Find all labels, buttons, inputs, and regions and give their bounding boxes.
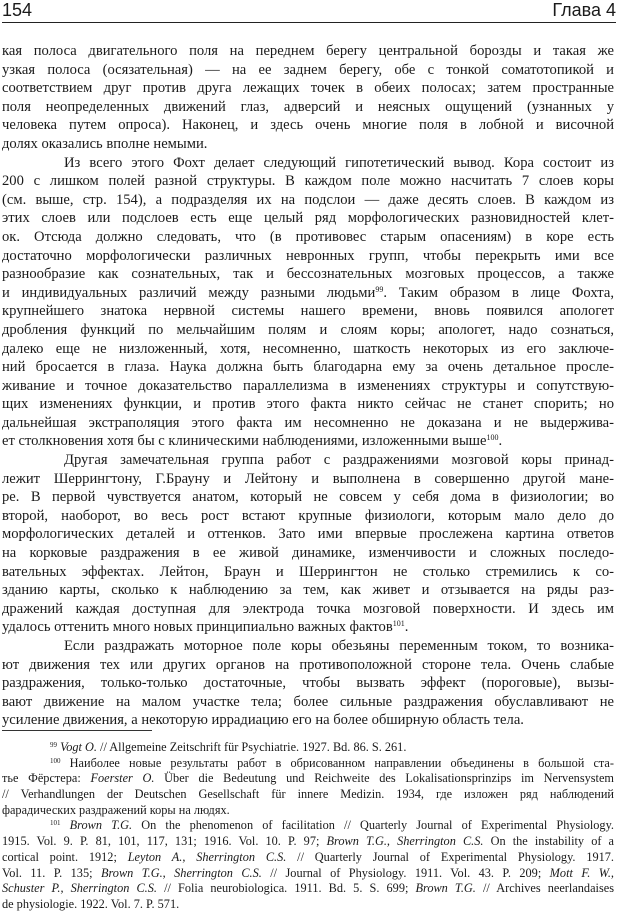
- text-line: ре. В первой чувствуется анатом, который не совсем у себя дома в физиологии; во: [2, 489, 614, 506]
- text-line: поля неопределенных движений глаз, адверсий и неясных ощущений (узнанных у: [2, 98, 614, 115]
- text-line: долях оказались вполне немыми.: [2, 135, 208, 152]
- text-line: Другая замечательная группа работ с раздражениями мозговой коры принад-: [64, 452, 614, 469]
- footnote-line: тье Фёрстера: Foerster O. Über die Bedeutung und Reichweite des Lokalisationsprinzips im Nervensystem: [2, 771, 614, 786]
- footnote-line: 1915. Vol. 9. P. 81, 101, 117, 131; 1916. Vol. 10. P. 97; Brown T.G., Sherrington C.S. On the instability of a: [2, 834, 615, 849]
- text-line: Из всего этого Фохт делает следующий гипотетический вывод. Кора состоит из: [64, 154, 614, 171]
- text-line: и индивидуальных различий между разными людьми$^{99}$. Таким образом в лице Фохта,: [2, 284, 614, 301]
- text-line: достаточно морфологически различных невронных групп, чтобы перекрыть ими все: [2, 247, 614, 264]
- text-line: живание и точное доказательство параллелизма в изменениях структуры и сопутствую-: [2, 377, 614, 394]
- footnote-line: // Verhandlungen der Deutschen Gesellschaft für innere Medizin. 1934, где изложен ряд наблюдений: [2, 787, 614, 802]
- footnote-ref[interactable]: 100: [486, 433, 499, 443]
- text-line: удалось оттенить много новых принципиально важных фактов$^{101}$.: [2, 619, 409, 636]
- text-line: кая полоса двигательного поля на переднем берегу центральной борозды и такая же: [2, 43, 614, 59]
- text-line: человека путем опроса). Наконец, и здесь очень многие поля в лобной и височной: [2, 117, 614, 134]
- footnote-line: фарадических раздражений коры на людях.: [2, 802, 230, 817]
- text-line: морфологических деталей и оттенков. Зато ими впервые прослежена картина ответов: [2, 526, 614, 543]
- text-line: Если раздражать моторное поле коры обезьяны переменным током, то возника-: [64, 638, 614, 654]
- text-line: зданию карты, сколько к наблюдению за тем, как живет и отзывается на ряды раз-: [2, 582, 614, 599]
- footnote-number: 100: [50, 756, 61, 765]
- text-line: ок. Отсюда должно следовать, что (в противовес старым опасениям) в коре есть: [2, 228, 614, 245]
- footnote-number: 99: [50, 741, 57, 749]
- footnote-line: $^{101}$ Brown T.G. On the phenomenon of facilitation // Quarterly Journal of Experimental Physiology.: [50, 818, 614, 833]
- text-line: разнообразие как сознательных, так и бессознательных мозговых процессов, а также: [2, 266, 614, 283]
- text-line: вают движение на малом участке тела; более сильные раздражения обуславливают не: [2, 693, 614, 710]
- text-line: вательных эффектах. Лейтон, Браун и Шеррингтон не столько стремились к со-: [2, 563, 614, 580]
- running-header: [2, 0, 616, 23]
- text-line: дальнейшая экстраполяция этого факта им несомненно не доказана и не выдержива-: [2, 414, 614, 431]
- text-line: усиление движения, а некоторую иррадиацию его на более обширную область тела.: [2, 712, 524, 729]
- footnote-line: $^{99}$ Vogt O. // Allgemeine Zeitschrift für Psychiatrie. 1927. Bd. 86. S. 261.: [50, 740, 407, 754]
- text-line: на корковые раздражения в ее живой динамике, изменчивости и сложных последо-: [2, 545, 614, 562]
- text-line: дробления функций по мельчайшим полям и слоям коры; апологет, надо сознаться,: [2, 321, 614, 338]
- text-line: узкая полоса (осязательная) — на ее заднем берегу, обе с тонкой соматотопикой и: [2, 61, 614, 78]
- text-line: раздражения, только-только достаточные, чтобы вызвать эффект (пороговые), вызы-: [2, 675, 614, 692]
- text-line: ют движения тех или других органов на противоположной стороне тела. Очень слабые: [2, 656, 614, 673]
- page-number: 154: [2, 0, 33, 20]
- footnote-ref[interactable]: 101: [392, 619, 405, 629]
- text-line: далеко еще не низложенный, хотя, несомненно, шаткость некоторых из его заключе-: [2, 340, 614, 357]
- footnote-line: Vol. 11. P. 135; Brown T.G., Sherrington C.S. // Journal of Physiology. 1911. Vol. 43. P. 209; Mott F. W.,: [2, 865, 615, 880]
- text-line: крупнейшего знатока нервной системы нашего времени, вновь появился апологет: [2, 303, 614, 320]
- text-line: этих слоев или подслоев есть еще целый ряд морфологических разновидностей клет-: [2, 210, 614, 227]
- text-line: второй, наоборот, во весь рост встают крупные физиологи, которым мало дело до: [2, 507, 614, 524]
- text-line: щих изменениях функции, и против этого факта никто сейчас не станет спорить; но: [2, 396, 614, 413]
- text-line: ет столкновения хотя бы с клиническими наблюдениями, изложенными выше$^{100}$.: [2, 433, 503, 450]
- text-line: дражений каждая доступная для электрода точка мозговой поверхности. И здесь им: [2, 600, 614, 617]
- text-line: 200 с лишком полей разной структуры. В каждом поле можно насчитать 7 слоев коры: [2, 173, 614, 190]
- body-text: [2, 42, 614, 730]
- text-line: соответствием друг против друга лежащих точек в обеих полосах; затем пространные: [2, 80, 614, 97]
- text-line: ний бросается в глаза. Наука должна быть благодарна ему за очень детальное просле-: [2, 359, 614, 376]
- footnote-line: cortical point. 1912; Leyton A., Sherrington C.S. // Quarterly Journal of Experimental Physiology. 1917.: [2, 849, 614, 864]
- footnote-number: 101: [50, 819, 61, 828]
- chapter-title: Глава 4: [552, 0, 616, 20]
- text-line: (см. выше, стр. 154), а подразделяя их на подслои — даже десять слоев. В каждом из: [2, 191, 614, 208]
- footnote-line: Schuster P., Sherrington C.S. // Folia neurobiologica. 1911. Bd. 5. S. 699; Brown T.G. // Archives neerlandaises: [2, 881, 614, 896]
- footnote-line: $^{100}$ Наиболее новые результаты работ в обрисованном направлении объединены в большой ста-: [50, 755, 614, 770]
- text-line: лежит Шеррингтону, Г.Брауну и Лейтону и выполнена в совершенно другой мане-: [2, 470, 614, 487]
- footnotes: [2, 740, 614, 913]
- footnote-ref[interactable]: 99: [375, 284, 384, 294]
- footnote-separator: [2, 730, 152, 731]
- footnote-line: de physiologie. 1922. Vol. 7. P. 571.: [2, 896, 180, 911]
